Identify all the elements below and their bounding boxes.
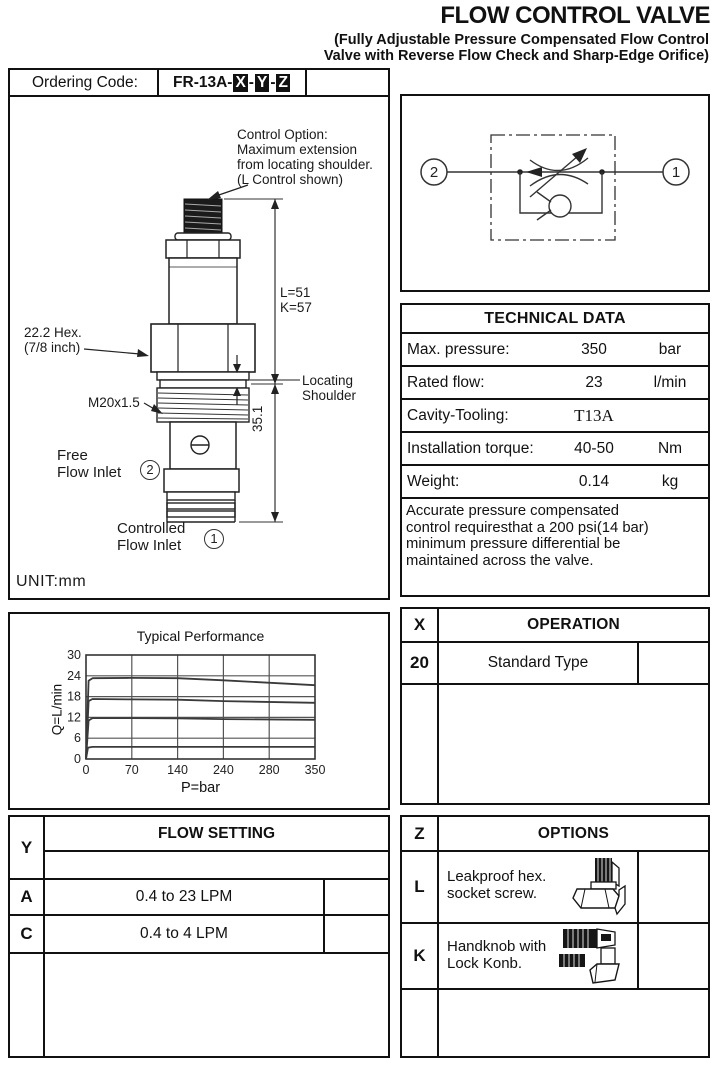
options-row-label [439,852,637,922]
page-subtitle [324,32,709,64]
svg-text:30: 30 [67,648,81,662]
tech-label: Max. pressure: [407,340,510,358]
svg-text:6: 6 [74,731,81,746]
controlled-flow-label: Controlled [117,520,186,537]
flow-setting-row-code: A [10,880,45,914]
options-header-row [402,817,708,852]
dimension-35-1: 35.1 [250,405,265,432]
table-row [10,880,388,916]
chart-y-axis-label: Q=L/min [49,683,65,736]
control-note-line: Maximum extension [237,142,358,157]
hex-size-label: 22.2 Hex. [24,325,82,340]
tech-value: 350 [581,340,607,358]
flow-setting-row-label: 0.4 to 23 LPM [135,888,233,905]
subtitle-line-1: (Fully Adjustable Pressure Compensated Flow Control [334,32,709,48]
options-code-header: Z [402,817,439,850]
option-text-line: Lock Konb. [447,955,523,972]
control-note-line: Control Option: [237,127,328,142]
empty-cell [45,852,388,878]
flow-setting-title: FLOW SETTING [45,817,388,852]
valve-drawing-panel [8,95,390,600]
flow-setting-header-row [10,817,388,880]
options-row-code: K [402,924,439,988]
svg-text:350: 350 [304,763,326,777]
tech-label: Cavity-Tooling: [407,406,509,424]
operation-title: OPERATION [527,616,620,633]
technical-data-title: TECHNICAL DATA [484,309,626,327]
table-row [402,332,708,365]
handknob-icon [557,926,627,990]
operation-row-code: 20 [402,643,439,683]
table-row [402,643,708,685]
svg-text:12: 12 [67,710,81,725]
ordering-code-value: FR-13A- X - Y - Z [159,70,307,95]
empty-cell [637,643,708,683]
port-1-circle: 1 [204,529,224,549]
options-title: OPTIONS [537,824,610,842]
svg-text:70: 70 [124,763,139,777]
operation-table [400,607,710,805]
operation-header-row [402,609,708,643]
table-row [402,365,708,398]
empty-row [402,685,708,803]
empty-cell [323,916,388,952]
tech-value: 23 [585,373,603,391]
tech-unit: kg [661,472,679,490]
option-text-line: Handknob with [447,938,547,955]
ordering-code-label: Ordering Code: [10,70,159,95]
empty-cell [637,852,708,922]
chart-x-axis-label: P=bar [180,780,221,796]
note-line: minimum pressure differential be [406,536,621,552]
flow-setting-row-code: C [10,916,45,952]
note-line: maintained across the valve. [406,552,594,569]
svg-text:140: 140 [167,763,189,777]
control-note-line: from locating shoulder. [237,157,373,172]
ordering-code-table [8,68,390,95]
hydraulic-symbol-panel [400,94,710,292]
operation-row-label: Standard Type [487,654,589,671]
symbol-port-right: 1 [671,164,681,181]
empty-cell [439,990,708,1056]
empty-cell [439,685,708,803]
free-flow-label-2: Flow Inlet [57,464,122,481]
flow-setting-row-label: 0.4 to 4 LPM [140,925,228,942]
subtitle-line-2: Valve with Reverse Flow Check and Sharp-Edge Orifice) [323,48,709,64]
svg-text:0: 0 [74,752,81,766]
hydraulic-symbol [402,96,708,290]
code-x-box: X [235,73,246,91]
locating-shoulder-label-2: Shoulder [302,388,357,403]
tech-label: Weight: [407,472,460,490]
table-row [10,916,388,954]
empty-row [402,990,708,1056]
tech-label: Rated flow: [407,373,485,391]
code-y-box: Y [256,73,268,91]
free-flow-label: Free [57,447,88,464]
empty-cell [637,924,708,988]
table-row [402,464,708,497]
svg-text:280: 280 [258,763,280,777]
performance-chart-panel [8,612,390,810]
tech-unit: bar [658,340,682,358]
thread-label: M20x1.5 [88,395,140,410]
note-line: Accurate pressure compensated [406,503,620,519]
tech-value: 0.14 [578,472,610,490]
empty-cell [402,990,439,1056]
table-row [402,431,708,464]
svg-text:240: 240 [212,763,234,777]
table-row [402,852,708,924]
svg-text:18: 18 [67,689,81,704]
empty-cell [45,954,388,1056]
options-row-label [439,924,637,988]
port-2-circle: 2 [140,460,160,480]
empty-cell [10,954,45,1056]
options-row-code: L [402,852,439,922]
unit-label: UNIT:mm [16,573,87,590]
dimension-l: L=51 [280,285,311,300]
empty-cell [402,685,439,803]
controlled-flow-label-2: Flow Inlet [117,537,182,554]
tech-label: Installation torque: [407,439,534,457]
options-table [400,815,710,1058]
control-option-note [237,127,373,187]
symbol-port-left: 2 [429,164,439,181]
tech-value: 40-50 [574,439,614,457]
svg-text:24: 24 [67,668,81,683]
table-row [402,924,708,990]
dimension-k: K=57 [280,300,312,315]
tech-unit: Nm [657,439,683,457]
operation-code-header: X [402,609,439,641]
page-title: FLOW CONTROL VALVE [440,2,710,29]
flow-setting-code-header: Y [10,817,45,878]
ordering-code-empty-cell [307,70,388,95]
svg-text:0: 0 [82,763,90,777]
option-text-line: Leakproof hex. [447,868,547,885]
tech-value: T13A [574,405,614,425]
option-text-line: socket screw. [447,885,538,902]
control-note-line: (L Control shown) [237,172,344,187]
technical-data-table [400,303,710,597]
code-prefix: FR-13A- [173,73,233,91]
pressure-note [402,497,708,573]
code-z-box: Z [278,73,288,91]
chart-title: Typical Performance [136,628,265,644]
locating-shoulder-label: Locating [302,373,354,388]
hex-size-label-2: (7/8 inch) [24,340,81,355]
empty-row [10,954,388,1056]
empty-cell [323,880,388,914]
note-line: control requiresthat a 200 psi(14 bar) [406,519,649,536]
tech-unit: l/min [653,373,687,391]
socket-screw-icon [565,856,627,922]
flow-setting-table [8,815,390,1058]
table-row [402,398,708,431]
